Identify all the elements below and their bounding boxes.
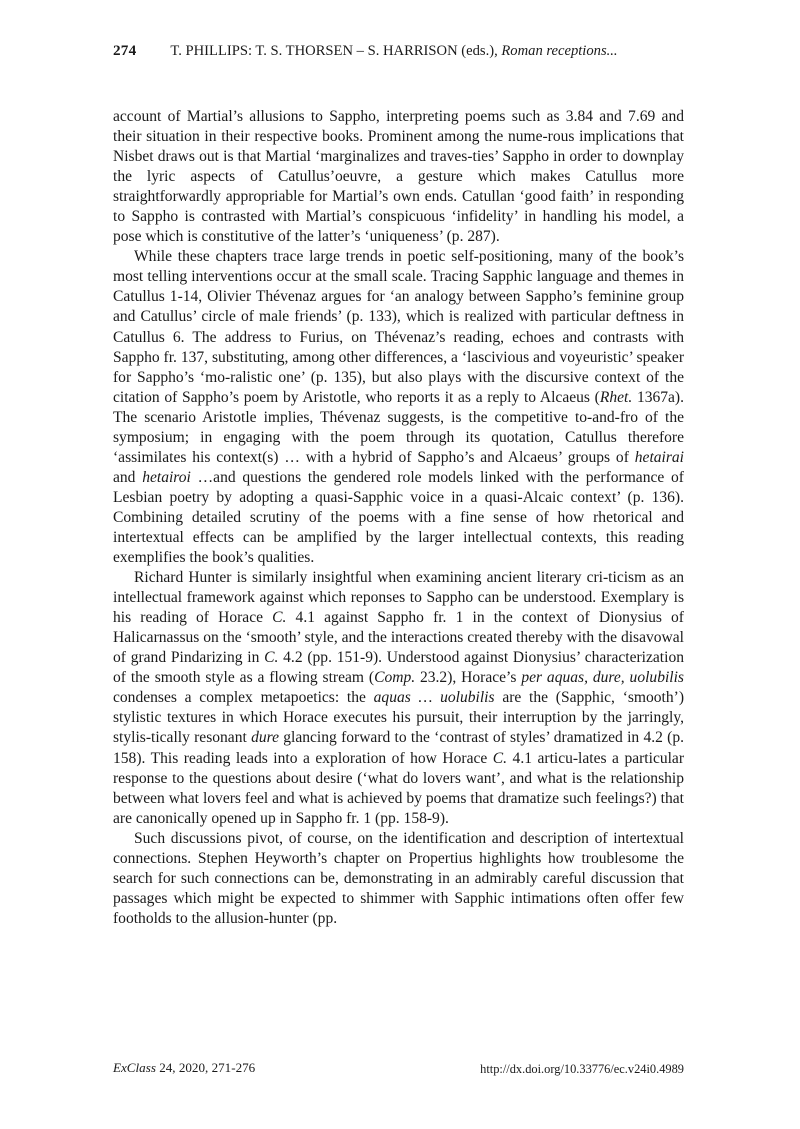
italic-run: hetairai bbox=[634, 448, 684, 466]
running-head-text bbox=[170, 43, 617, 59]
italic-run: hetairoi bbox=[142, 468, 191, 486]
text-run: …and questions the gendered role models linked with the performance of Lesbian poetry by adopting a quasi-Sapphic voice in a quasi-Alcaic context’ (p. 136). Combining detailed scrutiny of the poems with a fine sense of how rhetorical and intertextual effects can be amplified by the larger intellectual contexts, this reading exemplifies the book’s qualities. bbox=[113, 468, 684, 567]
italic-run: Comp. bbox=[374, 669, 416, 687]
text-run: condenses a complex metapoetics: the bbox=[113, 689, 374, 707]
footer-citation-detail: 24, 2020, 271-276 bbox=[155, 1060, 256, 1075]
para-martial-sappho bbox=[113, 107, 684, 247]
para-richard-hunter bbox=[113, 568, 684, 829]
footer-citation bbox=[113, 1059, 255, 1077]
text-run: and bbox=[113, 468, 143, 486]
text-run: 4.1 articu-lates a particular response to the questions about desire (‘what do lovers want’, and what is the relationship between what lovers feel and what is achieved by poems that dramatize such feelings?) that are canonically opened up in Sappho fr. 1 (pp. 158-9). bbox=[113, 749, 685, 827]
running-head-author-smallcaps: HILLIPS bbox=[193, 43, 248, 59]
text-run: 4.1 against Sappho fr. 1 in the context of Dionysius of Halicarnassus on the ‘smooth’ style, and the interactions created thereby with the disavowal of grand Pindarizing in bbox=[113, 609, 684, 667]
para-heyworth bbox=[113, 829, 684, 929]
italic-run: Rhet. bbox=[599, 388, 633, 406]
running-head-dash: – S. H bbox=[353, 43, 394, 59]
text-run: 4.2 (pp. 151-9). Understood against Dionysius’ characterization of the smooth style as a flowing stream ( bbox=[113, 649, 684, 687]
running-head-colon: : T. S. T bbox=[247, 43, 295, 59]
page-footer bbox=[113, 1059, 684, 1079]
body-text bbox=[113, 107, 684, 929]
italic-run: dure bbox=[251, 729, 279, 747]
italic-run: C. bbox=[264, 649, 279, 667]
running-head-eds: (eds.), bbox=[457, 43, 502, 59]
running-head-editor1-smallcaps: HORSEN bbox=[294, 43, 353, 59]
text-run: Such discussions pivot, of course, on the identification and description of intertextual connections. Stephen Heyworth’s chapter on Propertius highlights how troublesome the search for such connections can be, demonstrating in an admirably careful discussion that passages which might be expected to shimmer with Sapphic intimations often offer few footholds to the allusion-hunter (pp. bbox=[113, 829, 684, 927]
text-run: Richard Hunter is similarly insightful when examining ancient literary cri-ticism as an intellectual framework against which reponses to Sappho can be understood. Exemplary is his reading of Horace bbox=[113, 569, 684, 627]
para-thevenaz bbox=[113, 247, 684, 568]
text-run: glancing forward to the ‘contrast of styles’ dramatized in 4.2 (p. 158). This reading leads into a exploration of how Horace bbox=[113, 729, 684, 767]
text-run: are the (Sapphic, ‘smooth’) stylistic textures in which Horace executes his pursuit, their interruption by the jarringly, stylis-tically resonant bbox=[113, 689, 685, 747]
journal-name: ExClass bbox=[113, 1060, 156, 1075]
italic-run: per aquas, dure, uolubilis bbox=[521, 669, 684, 687]
italic-run: aquas … uolubilis bbox=[373, 689, 495, 707]
running-head-editor2-smallcaps: ARRISON bbox=[393, 43, 458, 59]
running-head-book-title: Roman receptions... bbox=[501, 43, 618, 59]
running-head bbox=[113, 42, 684, 60]
italic-run: C. bbox=[492, 749, 508, 767]
running-head-author: T. P bbox=[170, 43, 194, 59]
text-run: account of Martial’s allusions to Sappho, interpreting poems such as 3.84 and 7.69 and their situation in their respective books. Prominent among the nume-rous implications that Nisbet draws out is that Martial ‘marginalizes and traves-ties’ Sappho in order to downplay the lyric aspects of Catullus’oeuvre, a gesture which makes Catullus more straightforwardly appropriable for Martial’s own ends. Catullan ‘good faith’ in responding to Sappho is contrasted with Martial’s conspicuous ‘infidelity’ in handling his model, a pose which is constitutive of the latter’s ‘uniqueness’ (p. 287). bbox=[113, 108, 684, 246]
footer-doi-link[interactable]: http://dx.doi.org/10.33776/ec.v24i0.4989 bbox=[480, 1062, 684, 1076]
page-number: 274 bbox=[113, 42, 137, 59]
text-run: 1367a). The scenario Aristotle implies, Thévenaz suggests, is the competitive to-and-fro of the symposium; in engaging with the poem through its quotation, Catullus therefore ‘assimilates his context(s) … with a hybrid of Sappho’s and Alcaeus’ groups of bbox=[113, 388, 684, 466]
italic-run: C. bbox=[272, 609, 287, 627]
text-run: While these chapters trace large trends in poetic self-positioning, many of the book’s most telling interventions occur at the small scale. Tracing Sapphic language and themes in Catullus 1-14, Olivier Thévenaz argues for ‘an analogy between Sappho’s feminine group and Catullus’ circle of male friends’ (p. 133), which is realized with particular deftness in Catullus 6. The address to Furius, on Thévenaz’s reading, echoes and contrasts with Sappho fr. 137, substituting, among other differences, a ‘lascivious and voyeuristic’ speaker for Sappho’s ‘mo-ralistic one’ (p. 135), but also plays with the discursive context of the citation of Sappho’s poem by Aristotle, who reports it as a reply to Alcaeus ( bbox=[113, 248, 684, 406]
text-run: 23.2), Horace’s bbox=[415, 669, 522, 687]
